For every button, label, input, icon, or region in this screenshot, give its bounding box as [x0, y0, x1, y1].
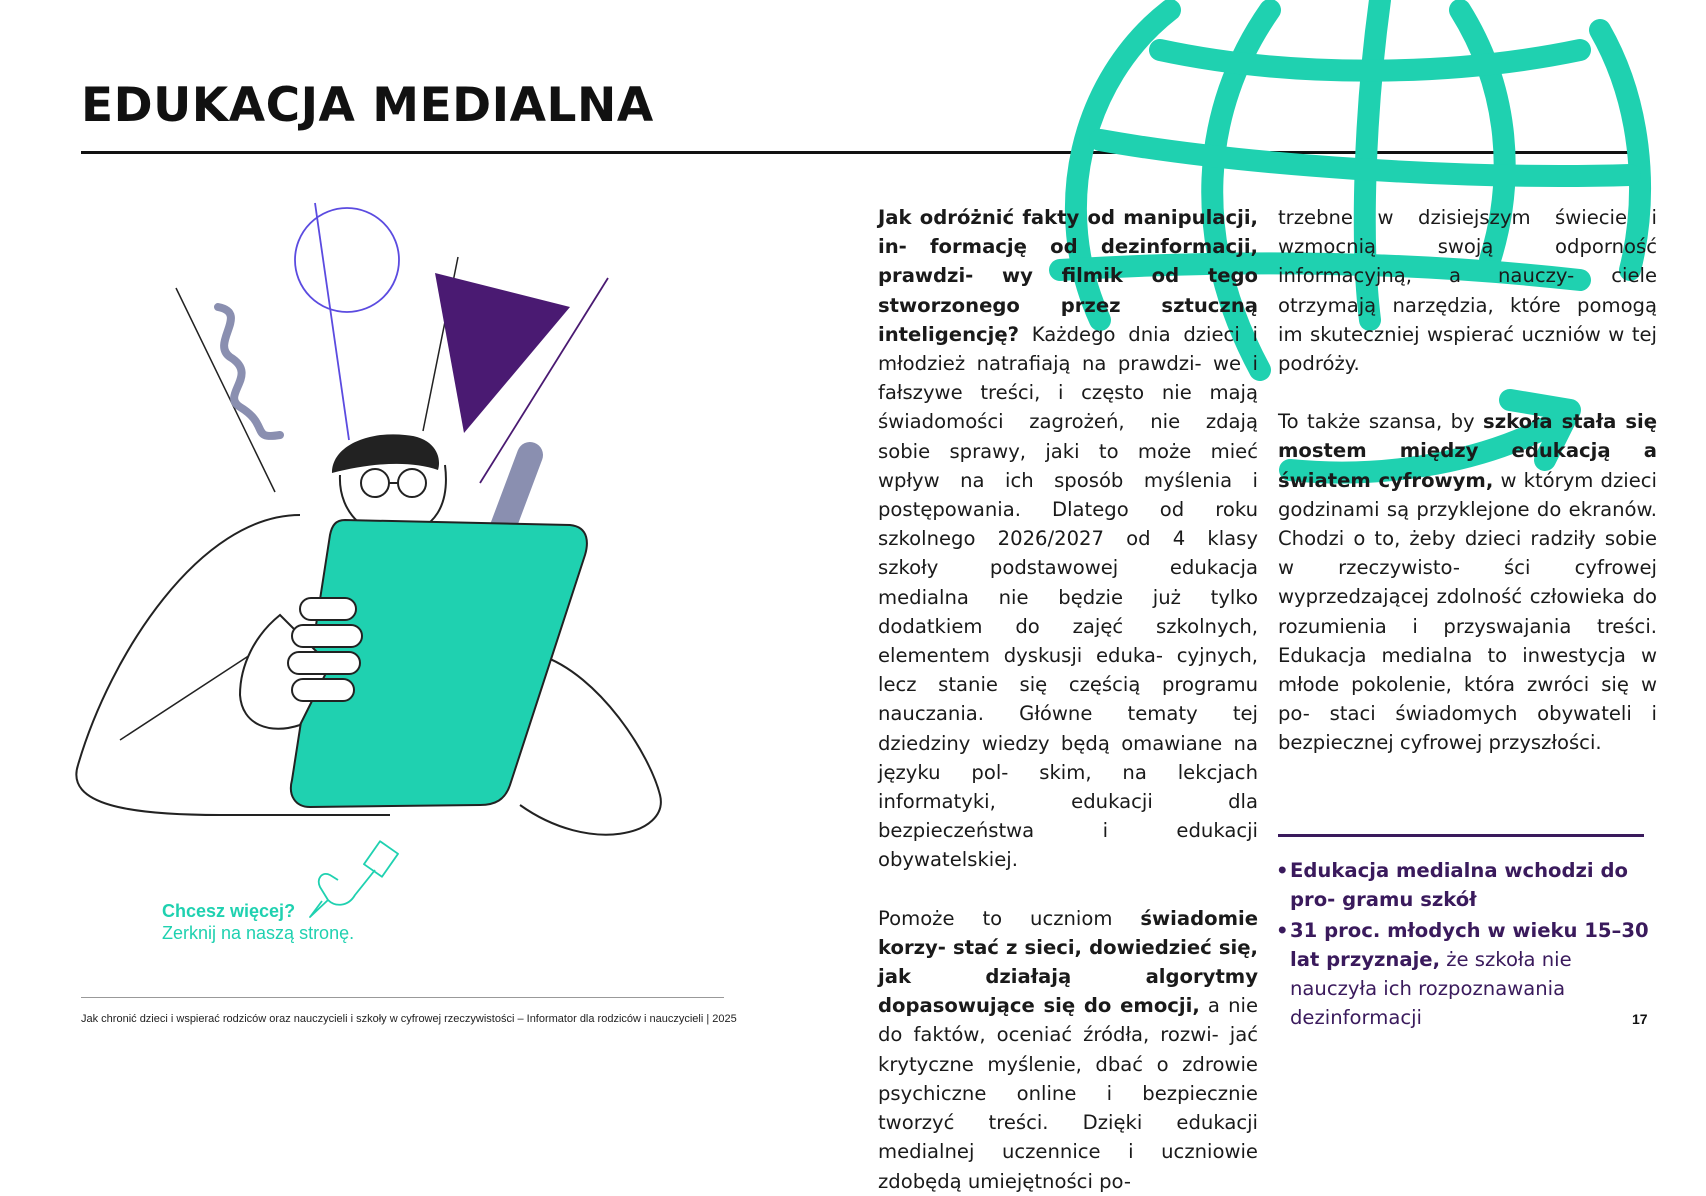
- text-column-2: [1278, 203, 1657, 758]
- paragraph-text: a nie do faktów, oceniać źródła, rozwi- jać krytyczne myślenie, dbać o zdrowie psychiczne online i bezpiecznie tworzyć treści. Dzięki edukacji medialnej uczennice i uczniowie zdobędą umiejętności po-: [878, 994, 1258, 1193]
- footer-text: Jak chronić dzieci i wspierać rodziców oraz nauczycieli i szkoły w cyfrowej rzeczywistości – Informator dla rodziców i nauczycieli | 2025: [81, 1013, 737, 1025]
- cta-heading[interactable]: Chcesz więcej?: [162, 901, 296, 921]
- paragraph-text: Każdego dnia dzieci i młodzież natrafiają na prawdzi- we i fałszywe treści, i często nie mają świadomości zagrożeń, nie zdają sobie sprawy, jaki to może mieć wpływ na ich sposób myślenia i postępowania. Dlatego od roku szkolnego 2026/2027 od 4 klasy szkoły podstawowej edukacja medialna nie będzie już tylko dodatkiem do zajęć szkolnych, elementem dyskusji eduka- cyjnych, lecz stanie się częścią programu nauczania. Główne tematy tej dziedziny wiedzy będą omawiane na języku pol- skim, na lekcjach informatyki, edukacji dla bezpieczeństwa i edukacji obywatelskiej.: [878, 322, 1258, 872]
- paragraph: [878, 904, 1258, 1196]
- text-column-1: [878, 203, 1258, 1196]
- lead-question: Jak odróżnić fakty od manipulacji, in- formację od dezinformacji, prawdzi- wy filmik od tego stworzonego przez sztuczną inteligencję?: [878, 206, 1258, 346]
- paragraph-text: Pomoże to uczniom: [878, 906, 1141, 930]
- cta-text[interactable]: Zerknij na naszą stronę.: [162, 923, 355, 943]
- paragraph: [1278, 203, 1657, 378]
- page-number: 17: [1632, 1011, 1648, 1027]
- paragraph-text: w którym dzieci godzinami są przyklejone do ekranów. Chodzi o to, żeby dzieci radziły sobie w rzeczywisto- ści cyfrowej wyprzedzającej zdolność człowieka do rozumienia i przyswajania treści. Edukacja medialna to inwestycja w młode pokolenie, która zwróci się w po- staci świadomych obywateli i bezpiecznej cyfrowej przyszłości.: [1278, 468, 1657, 755]
- paragraph-text: To także szansa, by: [1278, 410, 1484, 434]
- page-title: EDUKACJA MEDIALNA: [81, 78, 654, 133]
- paragraph: [878, 203, 1258, 875]
- paragraph-text: trzebne w dzisiejszym świecie i wzmocnią swoją odporność informacyjną, a nauczy- ciele otrzymają narzędzia, które pomogą im skuteczniej wspierać uczniów w tej podróży.: [1278, 206, 1657, 376]
- highlights-divider: [1278, 834, 1644, 837]
- highlight-bold: Edukacja medialna wchodzi do pro- gramu szkół: [1290, 859, 1628, 911]
- cta-block[interactable]: [162, 900, 354, 944]
- emphasis-text: świadomie korzy- stać z sieci, dowiedzieć się, jak działają algorytmy dopasowujące się do emocji,: [878, 906, 1258, 1018]
- paragraph: [1278, 407, 1657, 757]
- highlight-item: [1276, 856, 1656, 914]
- person-with-tablet-illustration: [70, 195, 710, 965]
- footer-divider: [81, 997, 724, 998]
- highlight-text: że szkoła nie nauczyła ich rozpoznawania dezinformacji: [1290, 948, 1572, 1029]
- highlights-list: [1276, 856, 1656, 1034]
- emphasis-text: szkoła stała się mostem między edukacją a światem cyfrowym,: [1278, 410, 1657, 492]
- highlight-item: [1276, 916, 1656, 1032]
- highlight-bold: 31 proc. młodych w wieku 15–30 lat przyznaje,: [1290, 919, 1649, 971]
